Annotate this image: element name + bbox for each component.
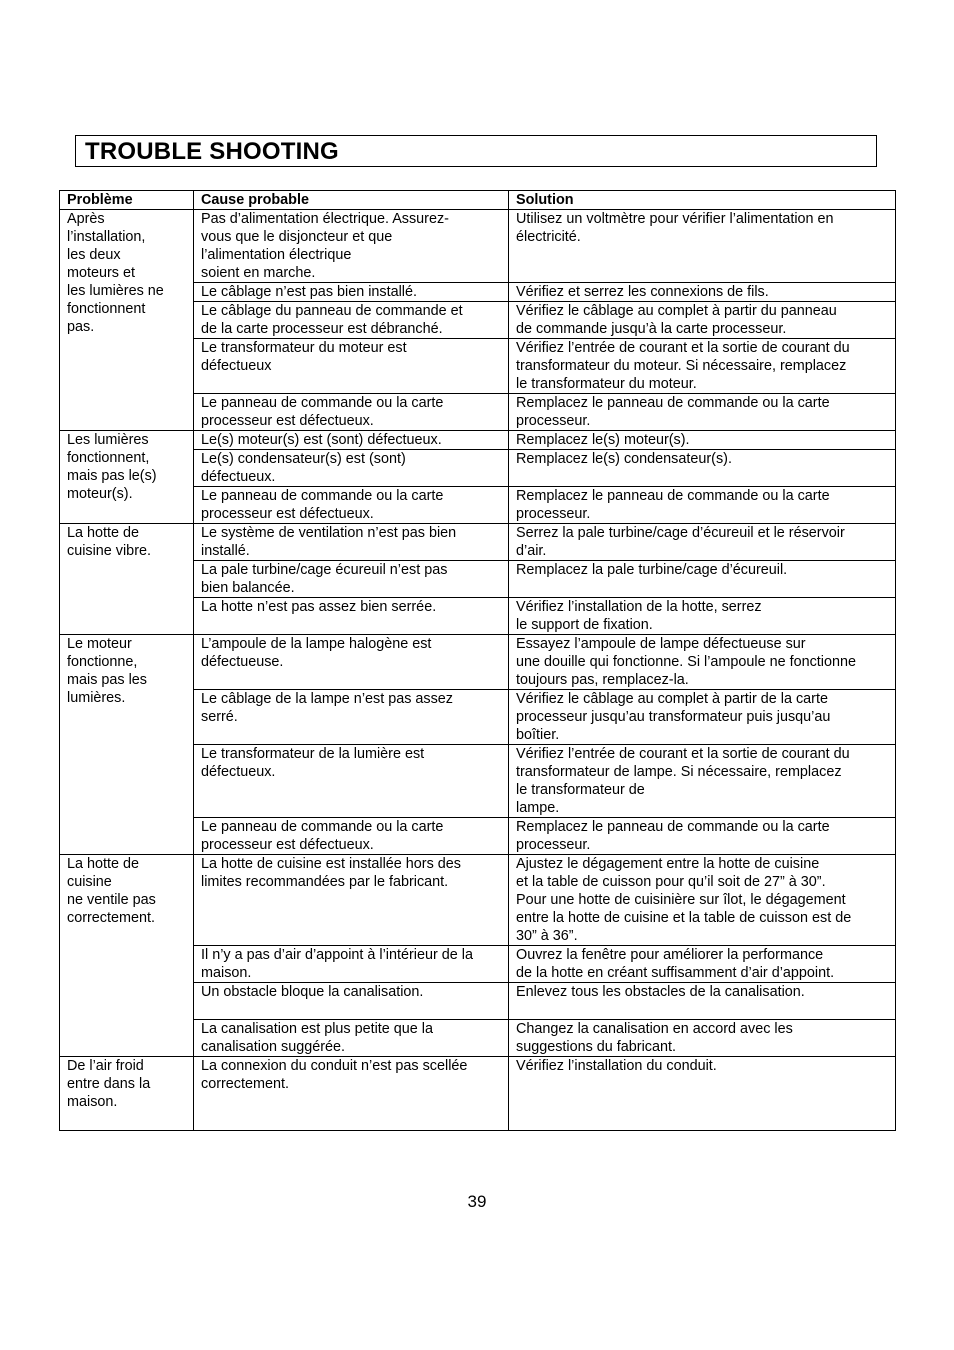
solution-cell: Vérifiez l’installation de la hotte, serrez le support de fixation. bbox=[509, 598, 896, 635]
header-solution: Solution bbox=[509, 191, 896, 210]
solution-cell: Essayez l’ampoule de lampe défectueuse sur une douille qui fonctionne. Si l’ampoule ne fonctionne toujours pas, remplacez-la. bbox=[509, 635, 896, 690]
solution-cell: Remplacez le(s) moteur(s). bbox=[509, 431, 896, 450]
cause-cell: La pale turbine/cage écureuil n’est pas bien balancée. bbox=[194, 561, 509, 598]
cause-cell: Il n’y a pas d’air d’appoint à l’intérieur de la maison. bbox=[194, 946, 509, 983]
problem-cell: Le moteur fonctionne, mais pas les lumières. bbox=[60, 635, 194, 855]
header-problem: Problème bbox=[60, 191, 194, 210]
cause-cell: Le(s) moteur(s) est (sont) défectueux. bbox=[194, 431, 509, 450]
solution-cell: Remplacez le panneau de commande ou la carte processeur. bbox=[509, 394, 896, 431]
table-row bbox=[60, 431, 896, 450]
section-title-box bbox=[75, 135, 877, 167]
cause-cell: Le transformateur du moteur est défectueux bbox=[194, 339, 509, 394]
problem-cell: De l’air froid entre dans la maison. bbox=[60, 1057, 194, 1131]
header-cause: Cause probable bbox=[194, 191, 509, 210]
table-body bbox=[60, 210, 896, 1131]
troubleshooting-table bbox=[59, 190, 896, 1131]
solution-cell: Enlevez tous les obstacles de la canalisation. bbox=[509, 983, 896, 1020]
cause-cell: Le câblage de la lampe n’est pas assez serré. bbox=[194, 690, 509, 745]
solution-cell: Vérifiez l’entrée de courant et la sortie de courant du transformateur du moteur. Si nécessaire, remplacez le transformateur du moteur. bbox=[509, 339, 896, 394]
problem-cell: La hotte de cuisine vibre. bbox=[60, 524, 194, 635]
solution-cell: Ouvrez la fenêtre pour améliorer la performance de la hotte en créant suffisamment d’air d’appoint. bbox=[509, 946, 896, 983]
table-header-row bbox=[60, 191, 896, 210]
solution-cell: Utilisez un voltmètre pour vérifier l’alimentation en électricité. bbox=[509, 210, 896, 283]
table-row bbox=[60, 1057, 896, 1131]
problem-cell: Après l’installation, les deux moteurs et les lumières ne fonctionnent pas. bbox=[60, 210, 194, 431]
cause-cell: Pas d’alimentation électrique. Assurez- vous que le disjoncteur et que l’alimentation électrique soient en marche. bbox=[194, 210, 509, 283]
solution-cell: Vérifiez le câblage au complet à partir de la carte processeur jusqu’au transformateur puis jusqu’au boîtier. bbox=[509, 690, 896, 745]
solution-cell: Vérifiez l’entrée de courant et la sortie de courant du transformateur de lampe. Si nécessaire, remplacez le transformateur de lampe. bbox=[509, 745, 896, 818]
solution-cell: Vérifiez l’installation du conduit. bbox=[509, 1057, 896, 1131]
table-row bbox=[60, 210, 896, 283]
cause-cell: La canalisation est plus petite que la canalisation suggérée. bbox=[194, 1020, 509, 1057]
cause-cell: Le(s) condensateur(s) est (sont) défectueux. bbox=[194, 450, 509, 487]
section-title: TROUBLE SHOOTING bbox=[85, 138, 339, 165]
cause-cell: Un obstacle bloque la canalisation. bbox=[194, 983, 509, 1020]
solution-cell: Vérifiez le câblage au complet à partir du panneau de commande jusqu’à la carte processeur. bbox=[509, 302, 896, 339]
cause-cell: Le transformateur de la lumière est défectueux. bbox=[194, 745, 509, 818]
cause-cell: L’ampoule de la lampe halogène est défectueuse. bbox=[194, 635, 509, 690]
table-row bbox=[60, 635, 896, 690]
table-row bbox=[60, 855, 896, 946]
solution-cell: Serrez la pale turbine/cage d’écureuil et le réservoir d’air. bbox=[509, 524, 896, 561]
solution-cell: Changez la canalisation en accord avec les suggestions du fabricant. bbox=[509, 1020, 896, 1057]
cause-cell: La connexion du conduit n’est pas scellée correctement. bbox=[194, 1057, 509, 1131]
problem-cell: La hotte de cuisine ne ventile pas correctement. bbox=[60, 855, 194, 1057]
page-number: 39 bbox=[467, 1192, 487, 1211]
cause-cell: Le système de ventilation n’est pas bien installé. bbox=[194, 524, 509, 561]
cause-cell: Le câblage du panneau de commande et de la carte processeur est débranché. bbox=[194, 302, 509, 339]
solution-cell: Ajustez le dégagement entre la hotte de cuisine et la table de cuisson pour qu’il soit de 27” à 30”. Pour une hotte de cuisinière sur îlot, le dégagement entre la hotte de cuisine et la table de cuisson est de 30” à 36”. bbox=[509, 855, 896, 946]
table-row bbox=[60, 524, 896, 561]
cause-cell: Le panneau de commande ou la carte processeur est défectueux. bbox=[194, 487, 509, 524]
cause-cell: Le panneau de commande ou la carte processeur est défectueux. bbox=[194, 818, 509, 855]
solution-cell: Remplacez le panneau de commande ou la carte processeur. bbox=[509, 818, 896, 855]
cause-cell: Le panneau de commande ou la carte processeur est défectueux. bbox=[194, 394, 509, 431]
solution-cell: Vérifiez et serrez les connexions de fils. bbox=[509, 283, 896, 302]
solution-cell: Remplacez le(s) condensateur(s). bbox=[509, 450, 896, 487]
cause-cell: La hotte n’est pas assez bien serrée. bbox=[194, 598, 509, 635]
cause-cell: Le câblage n’est pas bien installé. bbox=[194, 283, 509, 302]
problem-cell: Les lumières fonctionnent, mais pas le(s) moteur(s). bbox=[60, 431, 194, 524]
cause-cell: La hotte de cuisine est installée hors des limites recommandées par le fabricant. bbox=[194, 855, 509, 946]
solution-cell: Remplacez la pale turbine/cage d’écureuil. bbox=[509, 561, 896, 598]
solution-cell: Remplacez le panneau de commande ou la carte processeur. bbox=[509, 487, 896, 524]
